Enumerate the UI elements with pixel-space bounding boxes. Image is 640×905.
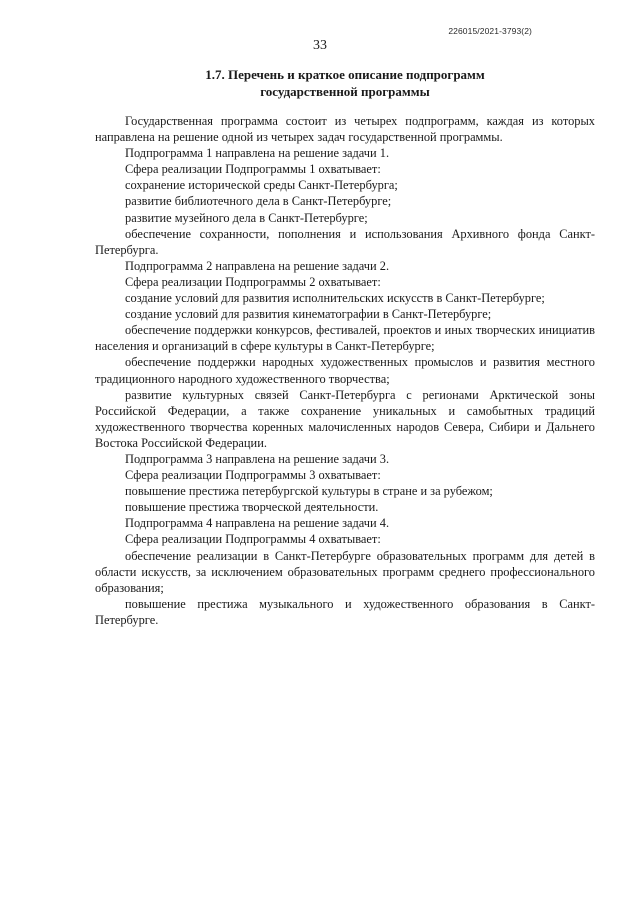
paragraph: обеспечение поддержки конкурсов, фестивалей, проектов и иных творческих инициатив населения и организаций в сфере культуры в Санкт-Петербурге; [95, 323, 595, 354]
paragraph: Подпрограмма 1 направлена на решение задачи 1. [125, 146, 390, 161]
paragraph: Сфера реализации Подпрограммы 3 охватывает: [125, 468, 381, 483]
paragraph: создание условий для развития кинематографии в Санкт-Петербурге; [125, 307, 492, 322]
section-heading-line-1: 1.7. Перечень и краткое описание подпрограмм [205, 67, 485, 82]
paragraph: повышение престижа музыкального и художественного образования в Санкт-Петербурге. [95, 596, 595, 627]
paragraph: повышение престижа творческой деятельности. [125, 500, 379, 515]
paragraph: сохранение исторической среды Санкт-Петербурга; [125, 178, 398, 193]
section-heading-line-2: государственной программы [260, 84, 430, 99]
section-heading [100, 66, 590, 100]
paragraph: Сфера реализации Подпрограммы 1 охватывает: [125, 162, 381, 177]
document-code: 226015/2021-3793(2) [448, 26, 532, 36]
paragraph: Государственная программа состоит из четырех подпрограмм, каждая из которых направлена на решение одной из четырех задач государственной программы. [95, 114, 595, 145]
page-number: 33 [313, 38, 327, 53]
paragraph: Сфера реализации Подпрограммы 2 охватывает: [125, 274, 381, 289]
paragraph: Подпрограмма 4 направлена на решение задачи 4. [125, 516, 390, 531]
body-text [95, 113, 595, 628]
paragraph: повышение престижа петербургской культуры в стране и за рубежом; [125, 484, 493, 499]
paragraph: развитие музейного дела в Санкт-Петербурге; [125, 210, 368, 225]
paragraph: развитие библиотечного дела в Санкт-Петербурге; [125, 194, 392, 209]
paragraph: обеспечение сохранности, пополнения и использования Архивного фонда Санкт-Петербурга. [95, 226, 595, 257]
paragraph: создание условий для развития исполнительских искусств в Санкт-Петербурге; [125, 291, 545, 306]
paragraph: обеспечение реализации в Санкт-Петербурге образовательных программ для детей в области искусств, за исключением образовательных программ среднего профессионального образования; [95, 548, 595, 595]
paragraph: развитие культурных связей Санкт-Петербурга с регионами Арктической зоны Российской Федерации, а также сохранение уникальных и самобытных традиций художественного творчества коренных малочисленных народов Севера, Сибири и Дальнего Востока Российской Федерации. [95, 387, 595, 450]
paragraph: обеспечение поддержки народных художественных промыслов и развития местного традиционного народного художественного творчества; [95, 355, 595, 386]
paragraph: Подпрограмма 3 направлена на решение задачи 3. [125, 451, 390, 466]
paragraph: Подпрограмма 2 направлена на решение задачи 2. [125, 258, 390, 273]
paragraph: Сфера реализации Подпрограммы 4 охватывает: [125, 532, 381, 547]
